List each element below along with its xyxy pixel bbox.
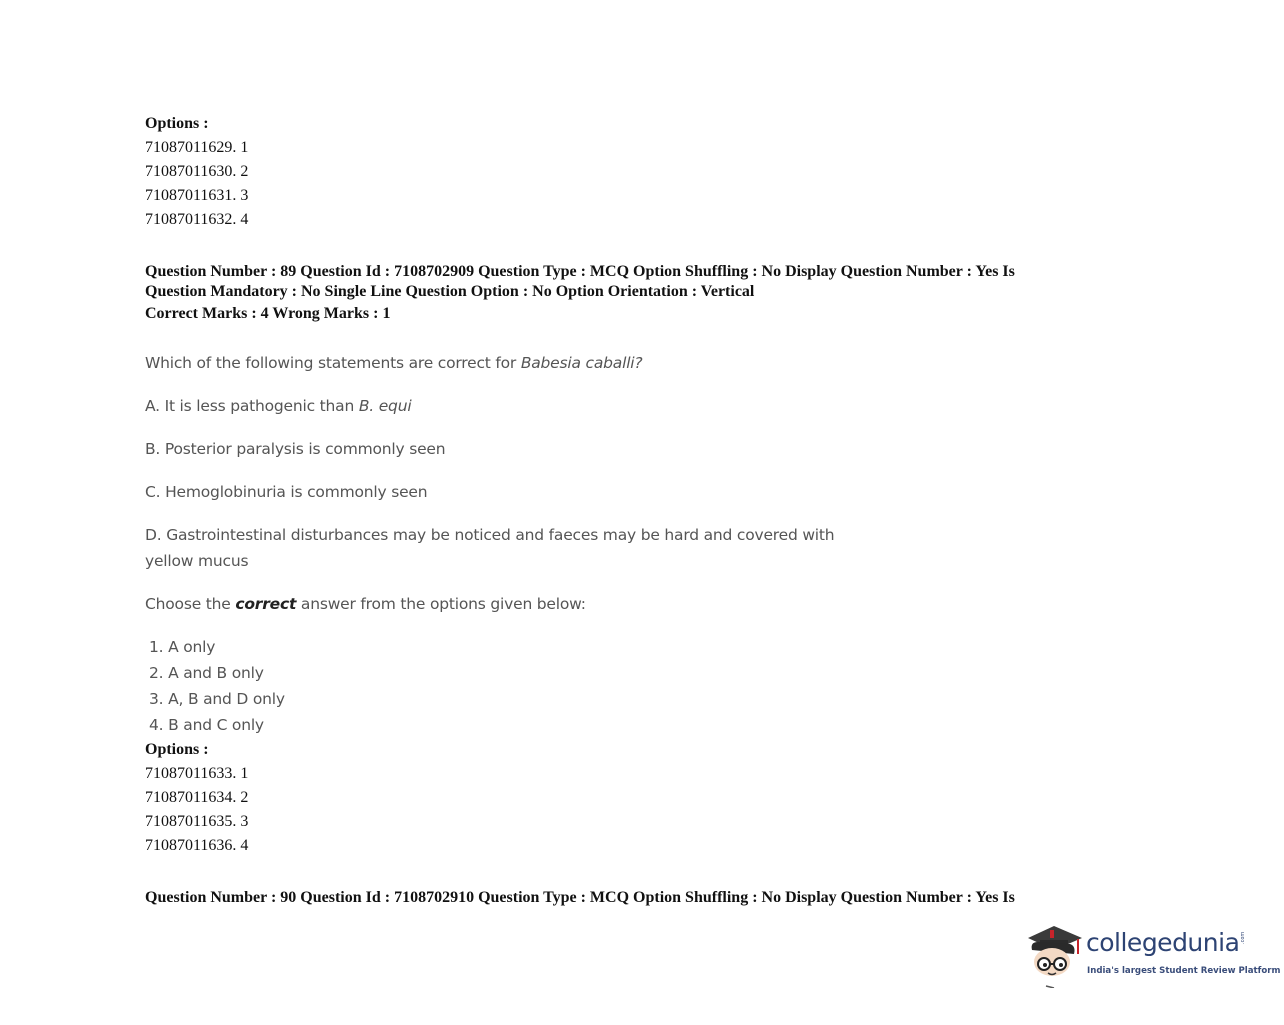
option-item: 71087011630. 2 <box>145 163 249 180</box>
question-90 <box>145 888 1145 908</box>
question-meta-line-2: Question Mandatory : No Single Line Question Option : No Option Orientation : Vertical <box>145 283 755 300</box>
question-text-italic: Babesia caballi? <box>520 354 643 372</box>
choose-instruction <box>145 591 1145 617</box>
question-89-options-block <box>145 738 1145 858</box>
logo-tagline: India's largest Student Review Platform <box>1087 966 1281 976</box>
question-text-prefix: Which of the following statements are correct for <box>145 354 521 372</box>
option-item: 71087011635. 3 <box>145 813 249 830</box>
option-item: 71087011636. 4 <box>145 837 249 854</box>
option-item: 71087011631. 3 <box>145 187 249 204</box>
options-label: Options : <box>145 115 209 132</box>
statement-b: B. Posterior paralysis is commonly seen <box>145 440 446 458</box>
option-item: 71087011632. 4 <box>145 211 249 228</box>
collegedunia-logo <box>1022 918 1281 988</box>
option-item: 71087011634. 2 <box>145 789 249 806</box>
choose-suffix: answer from the options given below: <box>296 595 586 613</box>
document-page <box>145 112 1145 908</box>
choice-item: 1. A only <box>149 638 216 656</box>
question-89 <box>145 262 1145 858</box>
statement-a-prefix: A. It is less pathogenic than <box>145 397 359 415</box>
previous-options-block <box>145 112 1145 232</box>
option-item: 71087011629. 1 <box>145 139 249 156</box>
question-meta-line-1: Question Number : 90 Question Id : 7108702910 Question Type : MCQ Option Shuffling : No Display Question Number : Yes Is <box>145 889 1015 906</box>
statement-d-line-2: yellow mucus <box>145 552 249 570</box>
choose-prefix: Choose the <box>145 595 236 613</box>
logo-wordmark: collegedunia <box>1086 928 1240 957</box>
mascot-icon <box>1024 920 1086 988</box>
statement-d <box>145 522 1145 574</box>
options-label: Options : <box>145 741 209 758</box>
question-marks: Correct Marks : 4 Wrong Marks : 1 <box>145 305 391 322</box>
choose-emphasis: correct <box>235 595 297 613</box>
choice-item: 3. A, B and D only <box>149 690 285 708</box>
logo-domain-suffix: .com <box>1240 931 1246 944</box>
statement-a <box>145 393 1145 419</box>
question-text <box>145 350 1145 376</box>
statement-a-italic: B. equi <box>358 397 412 415</box>
choice-list <box>145 634 1145 738</box>
option-item: 71087011633. 1 <box>145 765 249 782</box>
choice-item: 2. A and B only <box>149 664 264 682</box>
statement-d-line-1: D. Gastrointestinal disturbances may be noticed and faeces may be hard and covered with <box>145 526 835 544</box>
question-meta-line-1: Question Number : 89 Question Id : 7108702909 Question Type : MCQ Option Shuffling : No Display Question Number : Yes Is <box>145 263 1015 280</box>
statement-c: C. Hemoglobinuria is commonly seen <box>145 483 428 501</box>
choice-item: 4. B and C only <box>149 716 264 734</box>
